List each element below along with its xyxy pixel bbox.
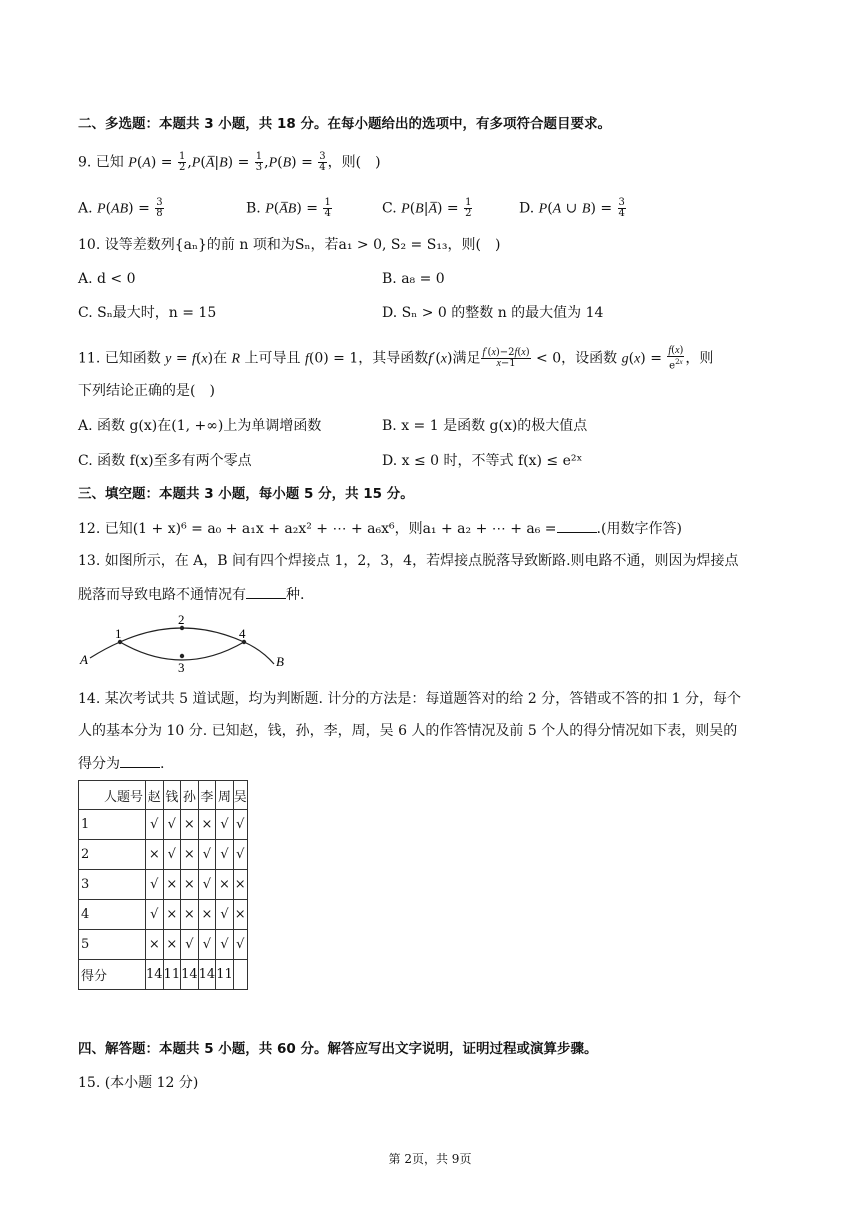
question-12-stem	[78, 520, 682, 538]
row-label: 1	[79, 810, 146, 840]
section-multiple-choice-heading: 二、多选题：本题共 3 小题，共 18 分。在每小题给出的选项中，有多项符合题目要求。	[78, 116, 611, 132]
table-row	[79, 840, 248, 870]
question-14-line3	[78, 755, 164, 773]
label-point-3: 3	[178, 660, 185, 675]
q10-option-d: D. Sₙ > 0 的整数 n 的最大值为 14	[382, 305, 604, 321]
q9-option-b: B. P(A̅B) = $\frac{1}{4}$	[246, 197, 331, 219]
row-label: 2	[79, 840, 146, 870]
question-13-line1: 13. 如图所示，在 A，B 间有四个焊接点 1，2，3，4，若焊接点脱落导致断路.则电路不通，则因为焊接点	[78, 553, 739, 569]
table-cell: √	[233, 930, 247, 960]
section-answer-heading: 四、解答题：本题共 5 小题，共 60 分。解答应写出文字说明，证明过程或演算步骤。	[78, 1041, 598, 1057]
table-cell: 14	[146, 960, 164, 990]
table-cell: √	[198, 870, 216, 900]
question-9-stem: 9. 已知 P(A) = $\frac{1}{2}$ ,P(A̅|B) = $\frac{1}{3}$ ,P(B) = $\frac{3}{4}$ ，则( )	[78, 151, 381, 173]
table-header-row	[79, 781, 248, 810]
table-cell: ×	[163, 900, 181, 930]
table-row-score	[79, 960, 248, 990]
table-cell: ×	[146, 930, 164, 960]
table-cell: √	[146, 900, 164, 930]
table-cell: √	[233, 840, 247, 870]
q11-option-c: C. 函数 f(x)至多有两个零点	[78, 453, 252, 469]
row-label: 3	[79, 870, 146, 900]
row-label: 5	[79, 930, 146, 960]
header-cell: 李	[198, 781, 216, 810]
label-point-1: 1	[115, 626, 122, 641]
score-table	[78, 780, 248, 990]
table-cell: √	[163, 840, 181, 870]
table-cell: √	[216, 900, 234, 930]
table-corner: 人题号	[79, 781, 146, 810]
q12-tail: .(用数字作答)	[596, 521, 682, 537]
table-cell: √	[216, 810, 234, 840]
table-cell: √	[198, 930, 216, 960]
question-14-line2: 人的基本分为 10 分. 已知赵，钱，孙，李，周，吴 6 人的作答情况及前 5 个人的得分情况如下表，则吴的	[78, 723, 738, 739]
table-cell: ×	[181, 810, 199, 840]
table-cell: ×	[198, 810, 216, 840]
q11-option-a: A. 函数 g(x)在(1, +∞)上为单调增函数	[78, 418, 322, 434]
table-cell: ×	[233, 870, 247, 900]
q14-text: 得分为	[78, 756, 120, 772]
circuit-figure	[78, 612, 298, 678]
table-cell: √	[181, 930, 199, 960]
label-a: A	[80, 652, 88, 667]
table-cell: √	[146, 810, 164, 840]
table-cell: √	[233, 810, 247, 840]
table-cell: ×	[233, 900, 247, 930]
q13-text: 脱落而导致电路不通情况有	[78, 587, 246, 603]
question-11-stem-line2: 下列结论正确的是( )	[78, 383, 215, 399]
table-cell: ×	[216, 870, 234, 900]
table-cell: √	[216, 840, 234, 870]
question-11-stem-line1: 11. 已知函数 y = f(x)在 R 上可导且 f(0) = 1，其导函数f′(x)满足 $\frac{f'(x)-2f(x)}{x-1}$ < 0，设函数 g(x) = $\frac{f(x)}{e^{2x}}$ ，则	[78, 345, 714, 372]
table-row	[79, 900, 248, 930]
q10-option-b: B. a₈ = 0	[382, 271, 445, 287]
question-10-stem: 10. 设等差数列{aₙ}的前 n 项和为Sₙ，若a₁ > 0, S₂ = S₁₃，则( )	[78, 237, 501, 253]
label-b: B	[276, 654, 284, 669]
table-cell: 14	[181, 960, 199, 990]
q9-option-d: D. P(A ∪ B) = $\frac{3}{4}$	[519, 197, 625, 219]
header-cell: 钱	[163, 781, 181, 810]
section-fill-in-heading: 三、填空题：本题共 3 小题，每小题 5 分，共 15 分。	[78, 486, 414, 502]
answer-blank	[120, 755, 160, 768]
table-row	[79, 870, 248, 900]
answer-blank	[557, 520, 597, 533]
q9-option-a: A. P(AB) = $\frac{3}{8}$	[78, 197, 163, 219]
q9-option-c: C. P(B|A̅) = $\frac{1}{2}$	[382, 197, 472, 219]
table-cell: √	[146, 870, 164, 900]
q11-option-d: D. x ≤ 0 时，不等式 f(x) ≤ e²ˣ	[382, 453, 583, 469]
table-cell: 14	[198, 960, 216, 990]
q11-option-b: B. x = 1 是函数 g(x)的极大值点	[382, 418, 588, 434]
header-cell: 周	[216, 781, 234, 810]
table-cell: ×	[163, 870, 181, 900]
table-cell: ×	[181, 870, 199, 900]
table-cell: ×	[163, 930, 181, 960]
row-label: 得分	[79, 960, 146, 990]
table-cell: 11	[216, 960, 234, 990]
table-cell: √	[198, 840, 216, 870]
table-cell: 11	[163, 960, 181, 990]
table-row	[79, 810, 248, 840]
label-point-4: 4	[239, 626, 246, 641]
question-13-line2	[78, 586, 304, 604]
table-cell	[233, 960, 247, 990]
page-footer: 第 2页，共 9页	[388, 1152, 472, 1166]
label-point-2: 2	[178, 612, 185, 627]
table-cell: ×	[146, 840, 164, 870]
table-cell: √	[216, 930, 234, 960]
q14-tail: .	[160, 756, 165, 772]
q10-option-a: A. d < 0	[78, 271, 136, 287]
header-cell: 赵	[146, 781, 164, 810]
table-cell: ×	[198, 900, 216, 930]
question-15-stem: 15. (本小题 12 分)	[78, 1075, 199, 1091]
table-row	[79, 930, 248, 960]
table-cell: ×	[181, 900, 199, 930]
table-cell: ×	[181, 840, 199, 870]
table-cell: √	[163, 810, 181, 840]
answer-blank	[246, 586, 286, 599]
q12-text: 12. 已知(1 + x)⁶ = a₀ + a₁x + a₂x² + ⋯ + a₆x⁶，则a₁ + a₂ + ⋯ + a₆ =	[78, 521, 557, 537]
header-cell: 孙	[181, 781, 199, 810]
row-label: 4	[79, 900, 146, 930]
q10-option-c: C. Sₙ最大时，n = 15	[78, 305, 217, 321]
question-14-line1: 14. 某次考试共 5 道试题，均为判断题. 计分的方法是：每道题答对的给 2 分，答错或不答的扣 1 分，每个	[78, 691, 742, 707]
header-cell: 吴	[233, 781, 247, 810]
q13-tail: 种.	[286, 587, 305, 603]
